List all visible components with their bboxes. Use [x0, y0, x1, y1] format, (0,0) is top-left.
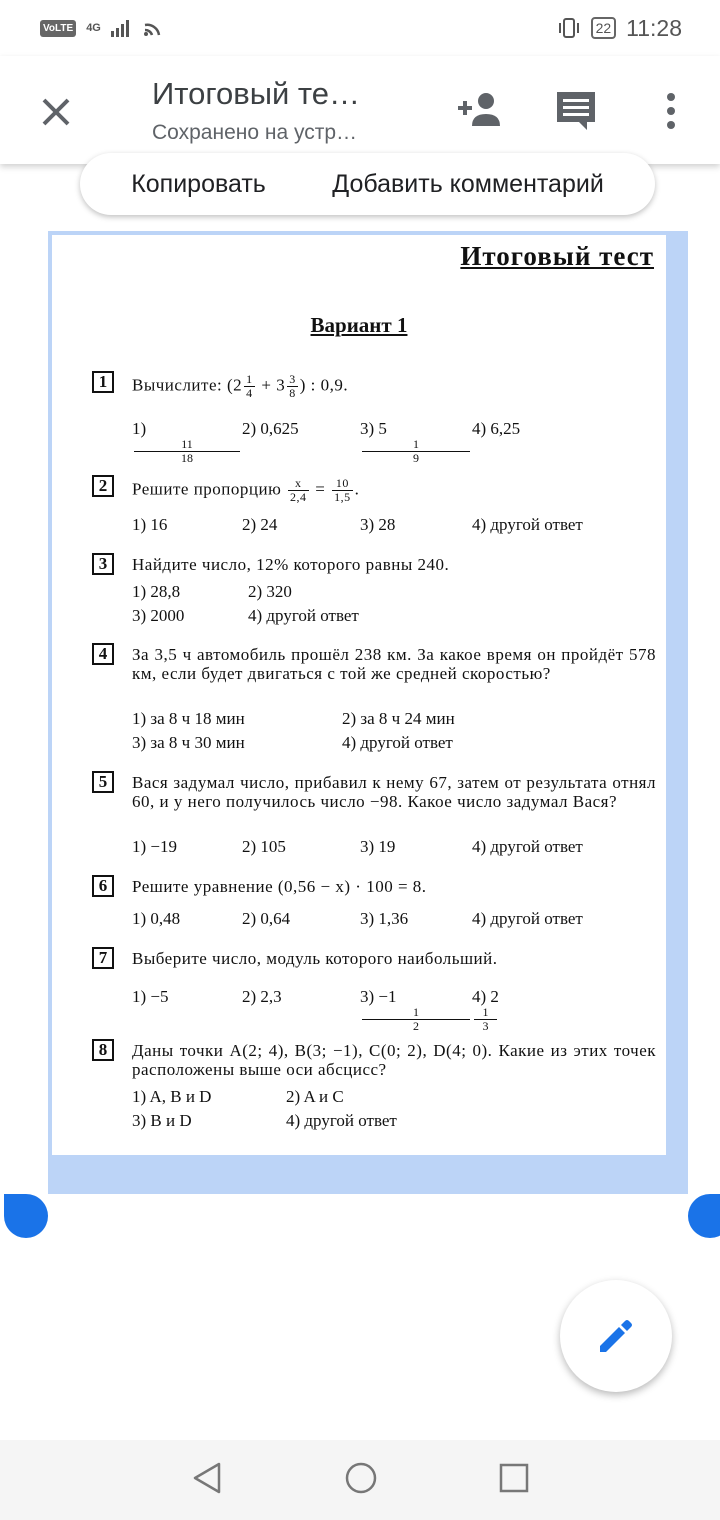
numerator: 11: [134, 438, 240, 452]
denominator: 1,5: [334, 490, 351, 504]
copy-button[interactable]: Копировать: [131, 169, 266, 198]
fraction: [287, 373, 298, 400]
denominator: 2,4: [290, 490, 307, 504]
answer-options-row-2: [132, 733, 656, 752]
question-text: Выберите число, модуль которого наибольший.: [132, 949, 498, 968]
comment-icon[interactable]: [555, 90, 597, 132]
answer-options-row-1: [132, 1087, 656, 1106]
numerator: 3: [289, 372, 296, 386]
vibrate-icon: [557, 17, 581, 39]
answer-options: [132, 419, 656, 465]
more-vert-icon[interactable]: [664, 92, 678, 130]
equals-sign: =: [315, 479, 326, 499]
option-4: 4) другой ответ: [472, 837, 583, 856]
add-comment-button[interactable]: Добавить комментарий: [332, 169, 604, 198]
option-3: [360, 987, 472, 1033]
system-nav-bar: [0, 1440, 720, 1520]
answer-options: [132, 837, 656, 856]
answer-options-row-1: [132, 709, 656, 728]
recents-button[interactable]: [499, 1463, 529, 1498]
wifi-icon: [143, 19, 161, 37]
option-label: 3) −1: [360, 987, 397, 1006]
option-2: 2) A и C: [286, 1087, 344, 1106]
option-3: 3) B и D: [132, 1111, 192, 1130]
variant-heading: Вариант 1: [310, 313, 408, 337]
edit-button[interactable]: [560, 1280, 672, 1392]
question-number: 3: [92, 553, 114, 575]
fraction: [288, 477, 309, 504]
option-label: 3) 5: [360, 419, 387, 438]
test-title: Итоговый тест: [460, 241, 654, 271]
option-1: 1) 28,8: [132, 582, 181, 601]
answer-options: [132, 515, 656, 534]
question-label: Решите пропорцию: [132, 479, 282, 499]
period: .: [354, 479, 360, 499]
option-3: [360, 419, 472, 465]
home-button[interactable]: [344, 1461, 378, 1500]
option-2: 2) 0,64: [242, 909, 291, 928]
question-text: Даны точки A(2; 4), B(3; −1), C(0; 2), D(4; 0). Какие из этих точек расположены выше оси абсцисс?: [132, 1041, 656, 1079]
numerator: 1: [362, 438, 470, 452]
question-text: Найдите число, 12% которого равны 240.: [132, 555, 450, 574]
selection-handle-start[interactable]: [4, 1194, 48, 1238]
volte-badge: VoLTE: [40, 20, 76, 37]
option-1: 1) −5: [132, 987, 169, 1006]
back-button[interactable]: [191, 1461, 223, 1500]
question-number: 2: [92, 475, 114, 497]
app-bar: [0, 56, 720, 164]
denominator: 2: [413, 1019, 419, 1033]
signal-icon: [111, 19, 133, 37]
network-type: 4G: [86, 21, 101, 34]
answer-options-row-2: [132, 1111, 656, 1130]
home-icon: [344, 1461, 378, 1495]
fraction: [474, 1006, 497, 1033]
numerator: 1: [246, 372, 253, 386]
option-4: 4) 6,25: [472, 419, 521, 438]
pencil-icon: [596, 1316, 636, 1356]
back-icon: [191, 1461, 223, 1495]
option-2: 2) 105: [242, 837, 286, 856]
option-3: 3) 28: [360, 515, 396, 534]
option-4: 4) другой ответ: [472, 515, 583, 534]
option-1: [132, 419, 242, 465]
answer-options-row-1: [132, 582, 656, 601]
selection-handle-end[interactable]: [688, 1194, 720, 1238]
option-1: 1) за 8 ч 18 мин: [132, 709, 245, 728]
question-number: 8: [92, 1039, 114, 1061]
option-4: 4) другой ответ: [286, 1111, 397, 1130]
question-label: Вычислите:: [132, 375, 223, 395]
option-label: 1): [132, 419, 147, 438]
denominator: 9: [413, 451, 419, 465]
add-person-icon[interactable]: [456, 90, 504, 130]
denominator: 4: [246, 386, 253, 400]
question-text: За 3,5 ч автомобиль прошёл 238 км. За какое время он пройдёт 578 км, если будет двигаться с той же средней скоростью?: [132, 645, 656, 683]
document-title: Итоговый те…: [152, 76, 361, 111]
option-4: 4) другой ответ: [472, 909, 583, 928]
recents-icon: [499, 1463, 529, 1493]
option-3: 3) 2000: [132, 606, 185, 625]
fraction: [332, 477, 353, 504]
fraction: [362, 1006, 470, 1033]
option-2: 2) за 8 ч 24 мин: [342, 709, 455, 728]
option-1: 1) 16: [132, 515, 168, 534]
fraction: [134, 438, 240, 465]
status-right: [557, 15, 682, 42]
clock: 11:28: [626, 14, 682, 41]
option-2: 2) 24: [242, 515, 278, 534]
option-1: 1) 0,48: [132, 909, 181, 928]
option-2: 2) 0,625: [242, 419, 299, 438]
question-text: Вася задумал число, прибавил к нему 67, затем от результата отнял 60, и у него получилось число −98. Какое число задумал Вася?: [132, 773, 656, 811]
save-status: Сохранено на устр…: [152, 121, 358, 144]
option-1: 1) −19: [132, 837, 177, 856]
answer-options: [132, 987, 656, 1033]
option-2: 2) 320: [248, 582, 292, 601]
numerator: 1: [474, 1006, 497, 1020]
option-4: 4) другой ответ: [248, 606, 359, 625]
option-3: 3) 19: [360, 837, 396, 856]
expr-part: ) : 0,9.: [299, 375, 349, 395]
status-bar: [0, 0, 720, 56]
option-3: 3) 1,36: [360, 909, 409, 928]
numerator: x: [288, 477, 309, 491]
question-number: 7: [92, 947, 114, 969]
close-icon[interactable]: [36, 92, 76, 132]
expr-part: (2: [226, 375, 243, 395]
numerator: 10: [332, 477, 353, 491]
option-4: 4) другой ответ: [342, 733, 453, 752]
expr-part: + 3: [256, 375, 286, 395]
question-number: 1: [92, 371, 114, 393]
answer-options: [132, 909, 656, 928]
option-2: 2) 2,3: [242, 987, 282, 1006]
question-text: [132, 373, 656, 400]
question-text: Решите уравнение (0,56 − x) · 100 = 8.: [132, 877, 427, 896]
answer-options-row-2: [132, 606, 656, 625]
option-3: 3) за 8 ч 30 мин: [132, 733, 245, 752]
question-number: 4: [92, 643, 114, 665]
option-label: 4) 2: [472, 987, 499, 1006]
option-1: 1) A, B и D: [132, 1087, 212, 1106]
numerator: 1: [362, 1006, 470, 1020]
fraction: [244, 373, 255, 400]
question-number: 5: [92, 771, 114, 793]
document-page[interactable]: [52, 235, 666, 1155]
denominator: 8: [289, 386, 296, 400]
question-number: 6: [92, 875, 114, 897]
status-left: [40, 19, 161, 37]
battery-level: 22: [591, 17, 617, 39]
question-text: [132, 477, 656, 504]
fraction: [362, 438, 470, 465]
text-selection-menu: [80, 153, 655, 215]
title-block: [152, 76, 412, 145]
option-4: [472, 987, 499, 1033]
denominator: 3: [482, 1019, 489, 1033]
denominator: 18: [181, 451, 193, 465]
